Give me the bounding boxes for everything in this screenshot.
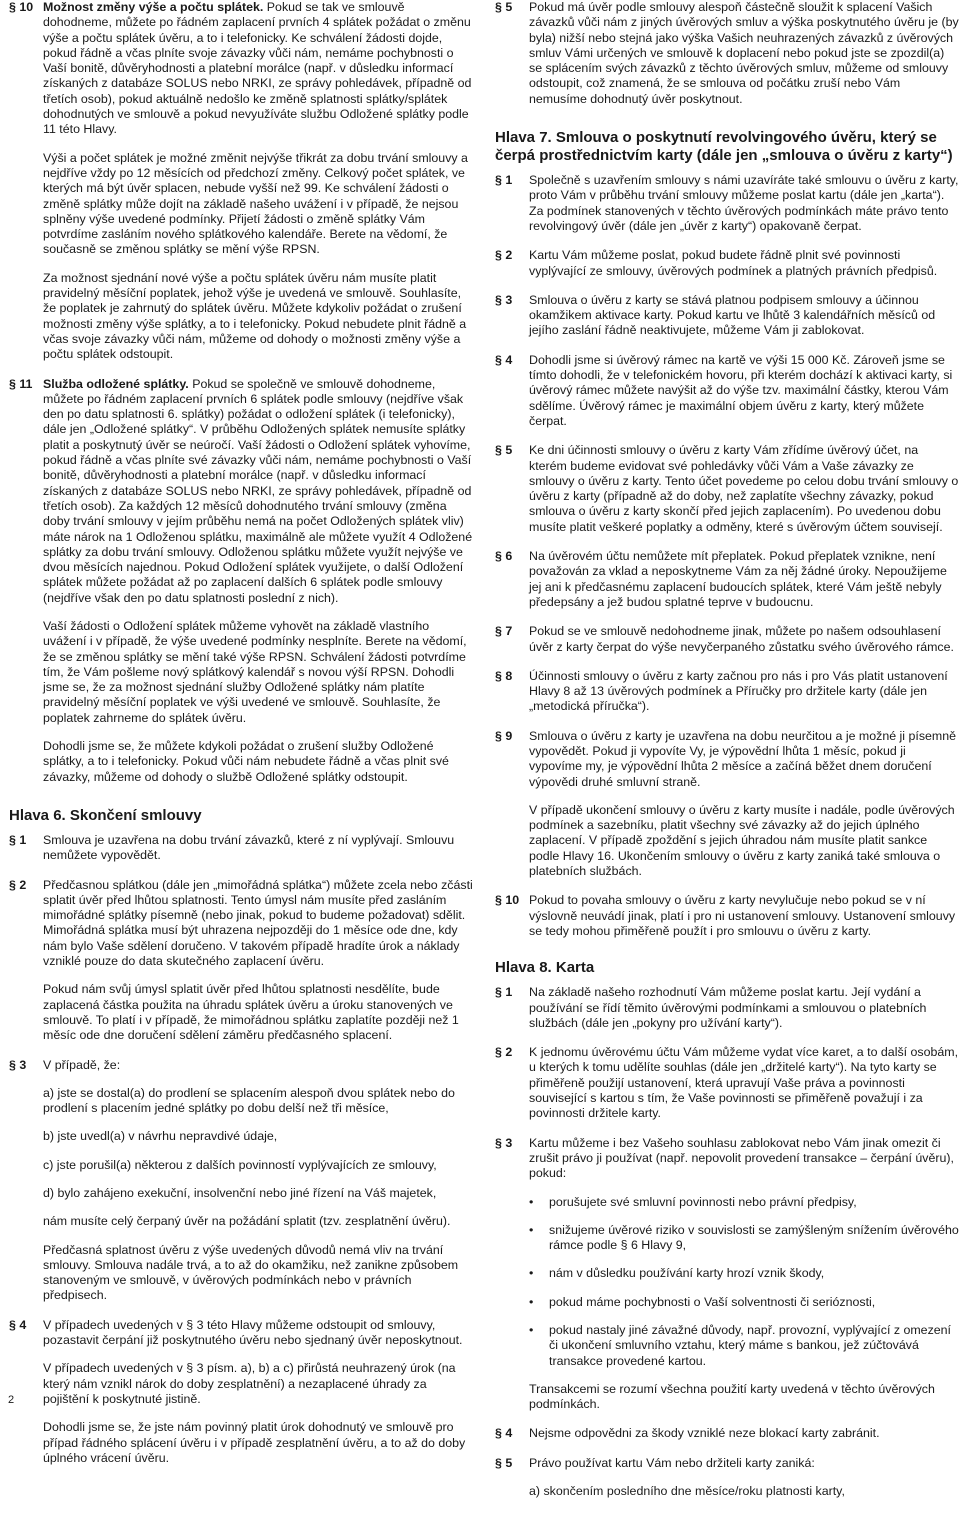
chapter-7-heading: Hlava 7. Smlouva o poskytnutí revolvingového úvěru, který se čerpá prostřednictvím karty (dále jen „smlouva o úvěru z karty“) <box>495 129 953 165</box>
right-column <box>495 0 959 1513</box>
paragraph: Ke dni účinnosti smlouvy o úvěru z karty Vám zřídíme úvěrový účet, na kterém budeme evidovat své pohledávky vůči Vám a Vaše závazky ze smlouvy o úvěru z karty. Tento účet povedeme po celou dobu trvání smlouvy o úvěru z karty (případně až do doby, než zaplatíte všechny závazky, pokud smlouva o úvěru z karty skončí před jejich zaplacením). Po uvedenou dobu musíte platit veškeré poplatky a odměny, které s úvěrovým účtem souvisejí. <box>529 443 959 534</box>
ch7-section <box>495 624 959 655</box>
section-number: § 4 <box>9 1317 27 1332</box>
list-item: c) jste porušil(a) některou z dalších povinností vyplývajících ze smlouvy, <box>43 1157 437 1172</box>
ch6-section-1 <box>9 833 474 864</box>
ch6-section-5 <box>495 0 959 107</box>
ch6-section-3 <box>9 1058 474 1304</box>
section-11 <box>9 377 474 785</box>
paragraph: Za možnost sjednání nové výše a počtu splátek úvěru nám musíte platit pravidelný měsíční poplatek, jehož výše je uvedená ve smlouvě. Souhlasíte, že poplatek je zahrnutý do splátek úvěru. Můžete kdykoliv požádat o zrušení možnosti změny výše splátky, a to i telefonicky. Pokud nebudete plnit řádně a včas svoje závazky vůči nám, můžeme od dohody o možnosti změny výše a počtu splátek odstoupit. <box>43 270 467 362</box>
section-number: § 4 <box>495 1426 513 1441</box>
paragraph: Na úvěrovém účtu nemůžete mít přeplatek. Pokud přeplatek vznikne, není považován za vklad a neposkytneme Vám za něj žádné úroky. Nepoužijeme jej ani k předčasnému zaplacení budoucích splátek, které Vám ještě nebyly předepsány a jež budou splatné teprve v budoucnu. <box>529 549 947 609</box>
ch7-section <box>495 549 959 610</box>
ch8-section-1 <box>495 985 959 1031</box>
bullet-item: • snižujeme úvěrové riziko v souvislosti se zamýšleným snížením úvěrového rámce podle § 6 Hlavy 9, <box>529 1223 959 1254</box>
paragraph: Dohodli jsme si úvěrový rámec na kartě ve výši 15 000 Kč. Zároveň jsme se tímto dohodli, že v telefonickém hovoru, při kterém dochází k aktivaci karty, si úvěrový rámec můžete navýšit až do výše tzv. maximální částky, kterou Vám sdělíme. Úvěrový rámec je maximální objem úvěru z karty, který můžete čerpat. <box>529 352 953 428</box>
ch7-section <box>495 893 959 939</box>
paragraph: Předčasná splatnost úvěru z výše uvedených důvodů nemá vliv na trvání smlouvy. Smlouva nadále trvá, a to až do okamžiku, než zanikne způsobem stanoveným ve smlouvě, v úvěrových podmínkách nebo v právních předpisech. <box>43 1242 459 1303</box>
section-number: § 3 <box>495 1135 513 1150</box>
ch6-section-2 <box>9 878 474 1044</box>
bullet-item: • porušujete své smluvní povinnosti nebo právní předpisy, <box>529 1195 959 1210</box>
section-number: § 6 <box>495 549 513 564</box>
bullet-item: • pokud nastaly jiné závažné důvody, např. provozní, vyplývající z omezení či ukončení smluvního vztahu, který máme s bankou, jež zúčtovává transakce provedené kartou. <box>529 1323 959 1369</box>
paragraph <box>43 0 474 138</box>
section-number: § 1 <box>495 173 513 188</box>
page-number: 2 <box>8 1394 15 1406</box>
paragraph: K jednomu úvěrovému účtu Vám můžeme vydat více karet, a to další osobám, u kterých k tomu udělíte souhlas (dále jen „držitelé karty“). Na tyto karty se přiměřeně použijí ustanovení, která upravují Vaše práva a povinnosti související s kartou s tím, že Vaše povinnosti se přiměřeně považují i za povinnosti držitele karty. <box>529 1045 959 1121</box>
bullet-list <box>529 1195 959 1369</box>
ch8-section-5 <box>495 1456 959 1500</box>
paragraph: Výši a počet splátek je možné změnit nejvýše třikrát za dobu trvání smlouvy a nejdříve vždy po 12 měsících od předchozí změny. Celkový počet splátek, ve kterých má být úvěr splacen, nebude vyšší než 99. Ke schválení žádosti o změně splátky může dojít na základě našeho uvážení i v případě, že nejsou splněny výše uvedené podmínky. Přijetí žádosti o změně splátky Vám potvrdíme zasláním nového splátkového kalendáře. Berete na vědomí, že současně se změnou splátky se mění výše RPSN. <box>43 150 468 257</box>
paragraph: Pokud nám svůj úmysl splatit úvěr před lhůtou splatnosti nesdělíte, bude zaplacená částka použita na úhradu splátek úvěru a úroku stanovených ve smlouvě. To platí i v případě, že mimořádnou splátku zaplatíte později než 1 měsíc ode dne doručení sdělení záměru předčasného splacení. <box>43 982 459 1043</box>
section-text: Pokud se společně ve smlouvě dohodneme, můžete po řádném zaplacení prvních 6 splátek podle smlouvy (nejdříve však den po datu splatnosti 6. splátky) požádat o odložení splátek (i telefonicky), dále jen „Odložené splátky“. V průběhu Odložených splátek nemusíte splátky platit a poskytnutý úvěr se neúročí. Vaší žádosti o Odložení splátek vyhovíme, pokud řádně a včas plníte své závazky vůči nám, nemáme pochybnosti o Vaší bonitě, důvěryhodnosti a platební morálce (např. v důsledku informací získaných z databáze SOLUS nebo NRKI, ze správy pohledávek, případně od třetích osob). Za každých 12 měsíců dohodnutého trvání smlouvy (změna doby trvání smlouvy v jejím průběhu nemá na počet Odložených splátek vliv) máte nárok na 1 Odloženou splátku, maximálně ale můžete využít 4 Odložené splátky za dobu trvání smlouvy. Odloženou splátku můžete využít nejvýše ve dvou měsících najednou. Pokud Odložení splátek využijete, o další Odložení splátek můžete požádat až po zaplacení dalších 6 splátek podle smlouvy (nejdříve však den po datu splatnosti poslední z nich). <box>43 376 473 605</box>
section-number: § 2 <box>495 248 513 263</box>
paragraph: Společně s uzavřením smlouvy s námi uzavíráte také smlouvu o úvěru z karty, proto Vám v průběhu trvání smlouvy můžeme poslat kartu (dále jen „karta“). Za podmínek stanovených v těchto úvěrových podmínkách máte právo tento revolvingový úvěr (dále jen „úvěr z karty“) opakovaně čerpat. <box>529 173 959 233</box>
section-number: § 1 <box>495 985 513 1000</box>
paragraph: Smlouva o úvěru z karty je uzavřena na dobu neurčitou a je možné ji písemně vypovědět. Pokud ji vypovíte Vy, je výpovědní lhůta 1 měsíc, pokud ji vypovíme my, je výpovědní lhůta 2 měsíce a začíná běžet dnem doručení výpovědi druhé smluvní straně. <box>529 728 957 789</box>
list-item: a) skončením posledního dne měsíce/roku platnosti karty, <box>529 1484 845 1499</box>
ch7-section <box>495 293 959 339</box>
ch7-section <box>495 443 959 535</box>
paragraph: Pokud se ve smlouvě nedohodneme jinak, můžete po našem odsouhlasení úvěr z karty čerpat do výše nevyčerpaného zůstatku svého úvěrového rámce. <box>529 624 954 654</box>
paragraph: Pokud to povaha smlouvy o úvěru z karty nevylučuje nebo pokud se v ní výslovně neuvádí jinak, platí i pro ni ustanovení smlouvy. Ustanovení smlouvy se tedy mohou přiměřeně použít i pro smlouvu o úvěru z karty. <box>529 893 956 938</box>
section-number: § 11 <box>9 376 33 391</box>
paragraph: Kartu Vám můžeme poslat, pokud budete řádně plnit své povinnosti vyplývající ze smlouvy, úvěrových podmínek a platných právních předpisů. <box>529 248 938 278</box>
section-number: § 7 <box>495 624 513 639</box>
paragraph: Smlouva o úvěru z karty se stává platnou podpisem smlouvy a účinnou okamžikem aktivace karty. Pokud kartu ve lhůtě 3 kalendářních měsíců od jejího zaslání řádně neaktivujete, můžeme Vám ji zablokovat. <box>529 292 936 338</box>
paragraph: Dohodli jsme se, že jste nám povinný platit úrok dohodnutý ve smlouvě pro případ řádného splácení úvěru i v případě zesplatnění úvěru, a to až do doby úplného vrácení úvěru. <box>43 1420 466 1465</box>
ch8-section-4 <box>495 1426 959 1441</box>
paragraph: Vaší žádosti o Odložení splátek můžeme vyhovět na základě vlastního uvážení i v případě, že výše uvedené podmínky nesplníte. Berete na vědomí, že se změnou splátky se mění také výše RPSN. Schválení žádosti potvrdíme tím, že Vám pošleme nový splátkový kalendář s novou výší RPSN. Dohodli jsme se, že za možnost sjednání služby Odložené splátky nám platíte pravidelný měsíční poplatek ve výši uvedené ve smlouvě. Souhlasíte, že poplatek zahrneme do splátek úvěru. <box>43 618 467 725</box>
section-number: § 5 <box>495 1455 513 1470</box>
ch7-section <box>495 669 959 715</box>
ch7-section <box>495 729 959 880</box>
bullet-item: • nám v důsledku používání karty hrozí vznik škody, <box>529 1266 959 1281</box>
list-item: d) bylo zahájeno exekuční, insolvenční nebo jiné řízení na Váš majetek, <box>43 1186 437 1200</box>
chapter-6-heading: Hlava 6. Skončení smlouvy <box>9 806 202 824</box>
left-column <box>9 0 474 1480</box>
section-number: § 10 <box>495 893 520 908</box>
list-item: a) jste se dostal(a) do prodlení se splacením alespoň dvou splátek nebo do prodlení s placením jedné splátky po dobu delší než tři měsíce, <box>43 1085 455 1116</box>
section-number: § 3 <box>9 1057 27 1072</box>
paragraph: Předčasnou splátkou (dále jen „mimořádná splátka“) můžete zcela nebo zčásti splatit úvěr před lhůtou splatnosti. Tento úmysl nám musíte před zasláním mimořádné splátky písemně (nebo jinak, pokud to budeme požadovat) sdělit. Mimořádná splátka musí být uhrazena nejpozději do 1 měsíce ode dne, kdy nám bylo Vaše sdělení doručeno. V takovém případě hradíte úrok a náklady vzniklé pouze do data skutečného zaplacení úvěru. <box>43 877 473 969</box>
ch7-section <box>495 248 959 279</box>
paragraph <box>43 377 474 606</box>
paragraph: nám musíte celý čerpaný úvěr na požádání splatit (tzv. zesplatnění úvěru). <box>43 1214 451 1229</box>
section-number: § 5 <box>495 443 513 458</box>
paragraph: Nejsme odpovědni za škody vzniklé neze blokací karty zabránit. <box>529 1426 880 1441</box>
ch8-section-2 <box>495 1045 959 1121</box>
section-number: § 4 <box>495 352 513 367</box>
section-number: § 3 <box>495 292 513 307</box>
section-number: § 5 <box>495 0 513 14</box>
paragraph: V případech uvedených v § 3 této Hlavy můžeme odstoupit od smlouvy, pozastavit čerpání již poskytnutého úvěru nebo sjednaný úvěr neposkytnout. <box>43 1317 463 1348</box>
ch7-section <box>495 353 959 429</box>
paragraph: Pokud má úvěr podle smlouvy alespoň částečně sloužit k splacení Vašich závazků vůči nám z jiných úvěrových smluv a výška poskytnutého úvěru je (by byla) nižší nebo stejná jako výška Vašich neuhrazených závazků z úvěrových smluv Vámi určených ve smlouvě k doplacení nebo pokud jste se zpozdil(a) se splácením svých závazků z těchto úvěrových smluv, můžeme od smlouvy odstoupit, což znamená, že se smlouva od počátku zruší nebo Vám nemusíme dohodnutý úvěr poskytnout. <box>529 0 959 106</box>
ch7-section <box>495 173 959 234</box>
paragraph: Transakcemi se rozumí všechna použití karty uvedená v těchto úvěrových podmínkách. <box>529 1381 935 1412</box>
paragraph: Kartu můžeme i bez Vašeho souhlasu zablokovat nebo Vám jinak omezit či zrušit právo ji používat (např. nepovolit provedení transakce – čerpání úvěru), pokud: <box>529 1135 954 1181</box>
section-10 <box>9 0 474 363</box>
chapter-8-heading: Hlava 8. Karta <box>495 959 595 977</box>
section-number: § 9 <box>495 728 513 743</box>
paragraph: V případě ukončení smlouvy o úvěru z karty musíte i nadále, podle úvěrových podmínek a sazebníku, platit všechny své závazky až do jejich úplného zaplacení. V případě zpoždění s jejich úhradou nám musíte platit sankce podle Hlavy 16. Ukončením smlouvy o úvěru z karty zaniká také smlouva o platebních službách. <box>529 802 955 879</box>
ch6-section-4 <box>9 1318 474 1466</box>
paragraph: Na základě našeho rozhodnutí Vám můžeme poslat kartu. Její vydání a používání se řídí těmito úvěrovými podmínkami a smlouvou o platebních službách (dále jen „pokyny pro užívání karty“). <box>529 985 927 1030</box>
bullet-item: • pokud máme pochybnosti o Vaší solventnosti či serióznosti, <box>529 1295 959 1310</box>
paragraph: Právo používat kartu Vám nebo držiteli karty zaniká: <box>529 1455 815 1470</box>
section-number: § 1 <box>9 832 27 847</box>
paragraph: Smlouva je uzavřena na dobu trvání závazků, které z ní vyplývají. Smlouvu nemůžete vypovědět. <box>43 832 455 863</box>
section-text: Pokud se tak ve smlouvě dohodneme, můžete po řádném zaplacení prvních 4 splátek požádat o změnu výše a počtu splátek úvěru, a to i telefonicky. Ke schválení žádosti dojde, pokud řádně a včas plníte svoje závazky vůči nám, nemáme pochybnosti o Vaší bonitě, důvěryhodnosti a platební morálce (např. v důsledku informací získaných z databáze SOLUS nebo NRKI, ze správy pohledávek, případně od třetích osob), pokud aktuálně nedošlo ke změně splatnosti splátky/splátek dohodnutých ve smlouvě a pokud nevyužíváte službu Odložené splátky podle 11 této Hlavy. <box>43 0 472 137</box>
section-number: § 2 <box>9 877 27 892</box>
section-number: § 10 <box>9 0 34 14</box>
section-number: § 2 <box>495 1045 513 1060</box>
section-title: Služba odložené splátky. <box>43 376 189 391</box>
paragraph: V případech uvedených v § 3 písm. a), b) a c) přirůstá neuhrazený úrok (na který nám vznikl nárok do doby zesplatnění) a nezaplacené úhrady za pojištění k poskytnuté jistině. <box>43 1361 456 1406</box>
paragraph: Dohodli jsme se, že můžete kdykoli požádat o zrušení služby Odložené splátky, a to i telefonicky. Pokud vůči nám nebudete řádně a včas plnit své závazky, můžeme od dohody o službě Odložené splátky odstoupit. <box>43 739 449 784</box>
paragraph: Účinnosti smlouvy o úvěru z karty začnou pro nás i pro Vás platit ustanovení Hlavy 8 až 13 úvěrových podmínek a Příručky pro držitele karty (dále jen „metodická příručka“). <box>529 668 948 714</box>
list-item: b) jste uvedl(a) v návrhu nepravdivé údaje, <box>43 1129 278 1144</box>
chapter-7-sections <box>495 173 959 939</box>
paragraph: V případě, že: <box>43 1057 121 1072</box>
section-number: § 8 <box>495 668 513 683</box>
ch8-section-3 <box>495 1136 959 1413</box>
section-title: Možnost změny výše a počtu splátek. <box>43 0 264 14</box>
